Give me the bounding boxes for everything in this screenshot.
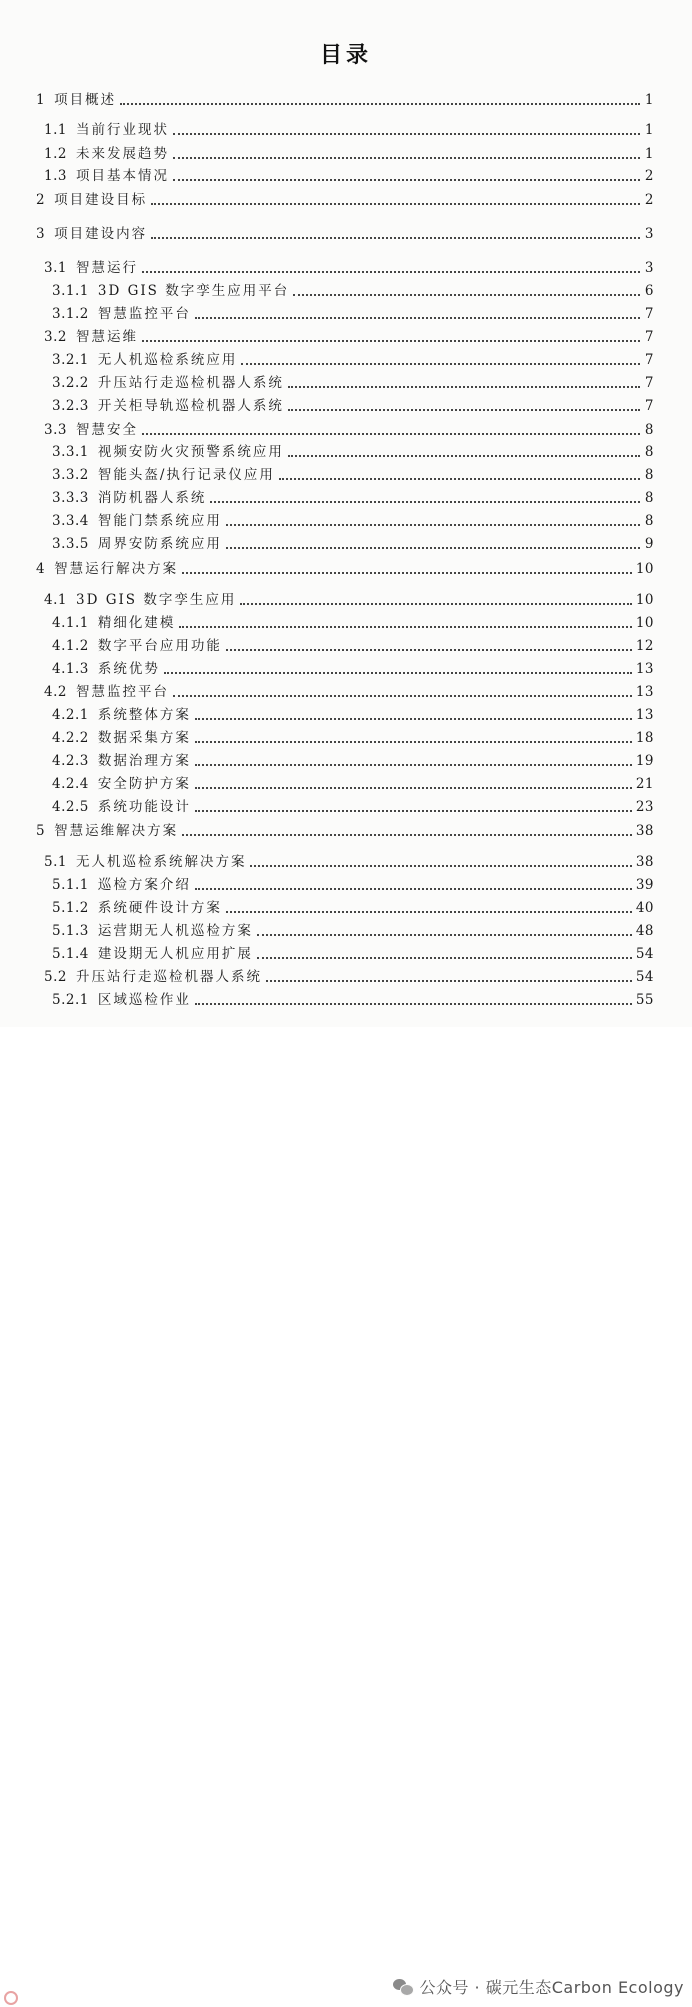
- toc-entry-page: 6: [644, 283, 654, 299]
- toc-entry-number: 1: [36, 92, 46, 108]
- toc-entry: [52, 350, 654, 370]
- toc-entry-title: 当前行业现状: [75, 122, 169, 138]
- toc-dot-leader: [173, 695, 632, 697]
- toc-entry: [52, 705, 654, 725]
- toc-entry-page: 10: [635, 615, 654, 631]
- toc-entry: [44, 144, 654, 164]
- toc-entry-title: 智慧监控平台: [97, 306, 191, 322]
- toc-entry-page: 8: [644, 513, 654, 529]
- toc-entry-title: 运营期无人机巡检方案: [97, 923, 253, 939]
- toc-dot-leader: [173, 157, 640, 159]
- toc-entry-number: 5.1.2: [52, 900, 89, 916]
- toc-entry-number: 5: [36, 823, 46, 839]
- toc-entry-page: 48: [635, 923, 654, 939]
- toc-title: 目录: [319, 43, 372, 68]
- toc-entry-number: 3.3: [44, 422, 67, 438]
- toc-entry: [52, 373, 654, 393]
- toc-entry-title: 周界安防系统应用: [97, 536, 222, 552]
- toc-entry-page: 55: [635, 992, 654, 1008]
- toc-entry: [44, 682, 654, 702]
- toc-entry-page: 39: [635, 877, 654, 893]
- toc-dot-leader: [266, 980, 632, 982]
- toc-entry-number: 3.1.2: [52, 306, 89, 322]
- toc-entry: [36, 821, 654, 841]
- toc-entry: [36, 559, 654, 579]
- toc-entry-title: 精细化建模: [97, 615, 176, 631]
- toc-entry: [52, 465, 654, 485]
- toc-entry-title: 升压站行走巡检机器人系统: [75, 969, 262, 985]
- toc-dot-leader: [195, 317, 640, 319]
- toc-entry-page: 7: [644, 398, 654, 414]
- toc-entry-page: 1: [644, 146, 654, 162]
- toc-dot-leader: [164, 672, 632, 674]
- toc-entry: [44, 852, 654, 872]
- toc-entry-number: 3.1.1: [52, 283, 89, 299]
- toc-entry: [36, 90, 654, 110]
- footer-watermark: [0, 985, 692, 1997]
- toc-entry: [52, 751, 654, 771]
- toc-entry: [52, 511, 654, 531]
- toc-dot-leader: [288, 409, 640, 411]
- toc-dot-leader: [293, 294, 640, 296]
- toc-entry-page: 7: [644, 329, 654, 345]
- toc-entry-number: 1.3: [44, 168, 67, 184]
- toc-dot-leader: [279, 478, 640, 480]
- toc-dot-leader: [151, 237, 640, 239]
- wechat-account-name: 公众号 · 碳元生态Carbon Ecology: [419, 1977, 684, 1997]
- toc-entry-title: 系统硬件设计方案: [97, 900, 222, 916]
- toc-entry-number: 4.2.3: [52, 753, 89, 769]
- toc-entry: [52, 613, 654, 633]
- toc-entry: [52, 921, 654, 941]
- toc-dot-leader: [288, 455, 640, 457]
- toc-dot-leader: [195, 888, 632, 890]
- toc-dot-leader: [240, 603, 631, 605]
- toc-entry-title: 智慧安全: [75, 422, 138, 438]
- toc-entry: [52, 774, 654, 794]
- toc-entry-number: 1.1: [44, 122, 67, 138]
- toc-entry: [52, 396, 654, 416]
- toc-entry-title: 数字平台应用功能: [97, 638, 222, 654]
- toc-entry-page: 23: [635, 799, 654, 815]
- toc-dot-leader: [173, 179, 640, 181]
- toc-entry-page: 19: [635, 753, 654, 769]
- toc-entry: [36, 224, 654, 244]
- toc-dot-leader: [179, 626, 631, 628]
- toc-entry-title: 智慧运行: [75, 260, 138, 276]
- toc-entry: [44, 258, 654, 278]
- toc-entry-title: 系统功能设计: [97, 799, 191, 815]
- toc-entry-page: 2: [644, 168, 654, 184]
- toc-entry: [52, 898, 654, 918]
- toc-dot-leader: [195, 787, 632, 789]
- toc-entry-number: 4.2.1: [52, 707, 89, 723]
- toc-entry-page: 10: [635, 592, 654, 608]
- toc-entry-page: 54: [635, 946, 654, 962]
- toc-entry-number: 5.1: [44, 854, 67, 870]
- toc-dot-leader: [288, 386, 640, 388]
- toc-dot-leader: [182, 834, 632, 836]
- toc-entry-number: 4.1.1: [52, 615, 89, 631]
- toc-entry-page: 3: [644, 226, 654, 242]
- wechat-watermark: [393, 1973, 684, 1999]
- toc-entry-page: 8: [644, 444, 654, 460]
- toc-entry-number: 3.2.1: [52, 352, 89, 368]
- toc-entry: [44, 327, 654, 347]
- source-logo-icon: [4, 1989, 84, 2007]
- toc-entry-page: 13: [635, 661, 654, 677]
- toc-entry-title: 建设期无人机应用扩展: [97, 946, 253, 962]
- toc-entry-title: 智能门禁系统应用: [97, 513, 222, 529]
- toc-entry: [52, 728, 654, 748]
- toc-entry-title: 项目建设目标: [54, 192, 148, 208]
- toc-entry-page: 1: [644, 92, 654, 108]
- toc-entry: [52, 659, 654, 679]
- toc-dot-leader: [210, 501, 640, 503]
- toc-entry-page: 8: [644, 490, 654, 506]
- toc-entry-number: 3.1: [44, 260, 67, 276]
- toc-entry-number: 4.2.5: [52, 799, 89, 815]
- toc-entry-page: 3: [644, 260, 654, 276]
- toc-dot-leader: [142, 433, 640, 435]
- toc-entry-page: 8: [644, 422, 654, 438]
- toc-entry-title: 无人机巡检系统应用: [97, 352, 238, 368]
- toc-entry-page: 8: [644, 467, 654, 483]
- toc-entry-title: 消防机器人系统: [97, 490, 207, 506]
- toc-entry: [52, 281, 654, 301]
- toc-dot-leader: [257, 934, 632, 936]
- toc-entry: [52, 944, 654, 964]
- toc-entry-number: 5.2.1: [52, 992, 89, 1008]
- toc-entry: [52, 534, 654, 554]
- toc-dot-leader: [250, 865, 631, 867]
- toc-entry-number: 4.1.3: [52, 661, 89, 677]
- toc-entry-page: 38: [635, 854, 654, 870]
- toc-dot-leader: [257, 957, 632, 959]
- toc-entry-title: 安全防护方案: [97, 776, 191, 792]
- toc-dot-leader: [241, 363, 640, 365]
- toc-entry: [52, 304, 654, 324]
- toc-dot-leader: [195, 764, 632, 766]
- toc-entry-number: 4: [36, 561, 46, 577]
- toc-dot-leader: [195, 810, 632, 812]
- toc-dot-leader: [151, 203, 640, 205]
- toc-entry: [36, 190, 654, 210]
- toc-entry-number: 2: [36, 192, 46, 208]
- toc-entry-number: 3.2.3: [52, 398, 89, 414]
- wechat-icon: [393, 1978, 413, 1995]
- toc-entry-page: 13: [635, 707, 654, 723]
- toc-entry-number: 3.3.4: [52, 513, 89, 529]
- toc-entry: [44, 420, 654, 440]
- toc-dot-leader: [182, 572, 632, 574]
- toc-entry: [52, 797, 654, 817]
- toc-entry-number: 5.1.1: [52, 877, 89, 893]
- toc-entry-title: 智慧运行解决方案: [54, 561, 179, 577]
- toc-entry-title: 项目建设内容: [54, 226, 148, 242]
- toc-entry-title: 系统整体方案: [97, 707, 191, 723]
- toc-entry-page: 7: [644, 352, 654, 368]
- toc-entry-title: 无人机巡检系统解决方案: [75, 854, 247, 870]
- toc-entry-title: 系统优势: [97, 661, 160, 677]
- toc-entry-title: 未来发展趋势: [75, 146, 169, 162]
- toc-entry-page: 7: [644, 375, 654, 391]
- toc-dot-leader: [195, 718, 632, 720]
- toc-entry-title: 区域巡检作业: [97, 992, 191, 1008]
- toc-entry: [52, 636, 654, 656]
- toc-entry-title: 数据采集方案: [97, 730, 191, 746]
- toc-entry-title: 视频安防火灾预警系统应用: [97, 444, 284, 460]
- toc-entry-page: 1: [644, 122, 654, 138]
- toc-entry-page: 54: [635, 969, 654, 985]
- toc-entry-title: 3D GIS 数字孪生应用平台: [97, 283, 290, 299]
- toc-entry-title: 智慧运维: [75, 329, 138, 345]
- toc-entry: [44, 120, 654, 140]
- toc-entry-title: 数据治理方案: [97, 753, 191, 769]
- toc-entry-title: 升压站行走巡检机器人系统: [97, 375, 284, 391]
- toc-entry-number: 5.2: [44, 969, 67, 985]
- toc-entry-title: 巡检方案介绍: [97, 877, 191, 893]
- toc-entry: [52, 442, 654, 462]
- toc-entry-number: 3: [36, 226, 46, 242]
- toc-entry: [52, 488, 654, 508]
- toc-entry-page: 13: [635, 684, 654, 700]
- toc-entry-page: 38: [635, 823, 654, 839]
- toc-dot-leader: [142, 271, 640, 273]
- toc-entry: [44, 590, 654, 610]
- toc-entry-title: 智慧运维解决方案: [54, 823, 179, 839]
- toc-dot-leader: [195, 741, 632, 743]
- toc-dot-leader: [226, 524, 640, 526]
- toc-entry-number: 5.1.3: [52, 923, 89, 939]
- toc-entry-page: 10: [635, 561, 654, 577]
- toc-entry-page: 2: [644, 192, 654, 208]
- toc-entry: [44, 166, 654, 186]
- toc-entry-number: 3.2.2: [52, 375, 89, 391]
- toc-dot-leader: [226, 911, 632, 913]
- toc-entry-number: 3.3.2: [52, 467, 89, 483]
- toc-entry-page: 12: [635, 638, 654, 654]
- toc-entry-title: 智能头盔/执行记录仪应用: [97, 467, 275, 483]
- toc-entry-title: 智慧监控平台: [75, 684, 169, 700]
- toc-entry-page: 21: [635, 776, 654, 792]
- toc-entry-number: 1.2: [44, 146, 67, 162]
- toc-dot-leader: [142, 340, 640, 342]
- toc-entry-number: 3.3.3: [52, 490, 89, 506]
- toc-entry-number: 3.3.1: [52, 444, 89, 460]
- toc-dot-leader: [120, 103, 640, 105]
- toc-entry-number: 3.2: [44, 329, 67, 345]
- toc-entry-page: 7: [644, 306, 654, 322]
- toc-entry-title: 3D GIS 数字孪生应用: [75, 592, 237, 608]
- toc-entry-page: 18: [635, 730, 654, 746]
- toc-entry-number: 4.2.4: [52, 776, 89, 792]
- toc-entry-number: 4.2: [44, 684, 67, 700]
- toc-entry-title: 项目概述: [54, 92, 117, 108]
- toc-entry-number: 3.3.5: [52, 536, 89, 552]
- toc-dot-leader: [226, 649, 632, 651]
- toc-entry-number: 5.1.4: [52, 946, 89, 962]
- toc-entry-title: 项目基本情况: [75, 168, 169, 184]
- toc-entry-page: 40: [635, 900, 654, 916]
- toc-entry: [52, 875, 654, 895]
- toc-dot-leader: [173, 133, 640, 135]
- toc-dot-leader: [226, 547, 640, 549]
- toc-entry-title: 开关柜导轨巡检机器人系统: [97, 398, 284, 414]
- toc-entry-number: 4.2.2: [52, 730, 89, 746]
- toc-entry-page: 9: [644, 536, 654, 552]
- toc-entry: [44, 967, 654, 987]
- toc-entry-number: 4.1: [44, 592, 67, 608]
- toc-entry-number: 4.1.2: [52, 638, 89, 654]
